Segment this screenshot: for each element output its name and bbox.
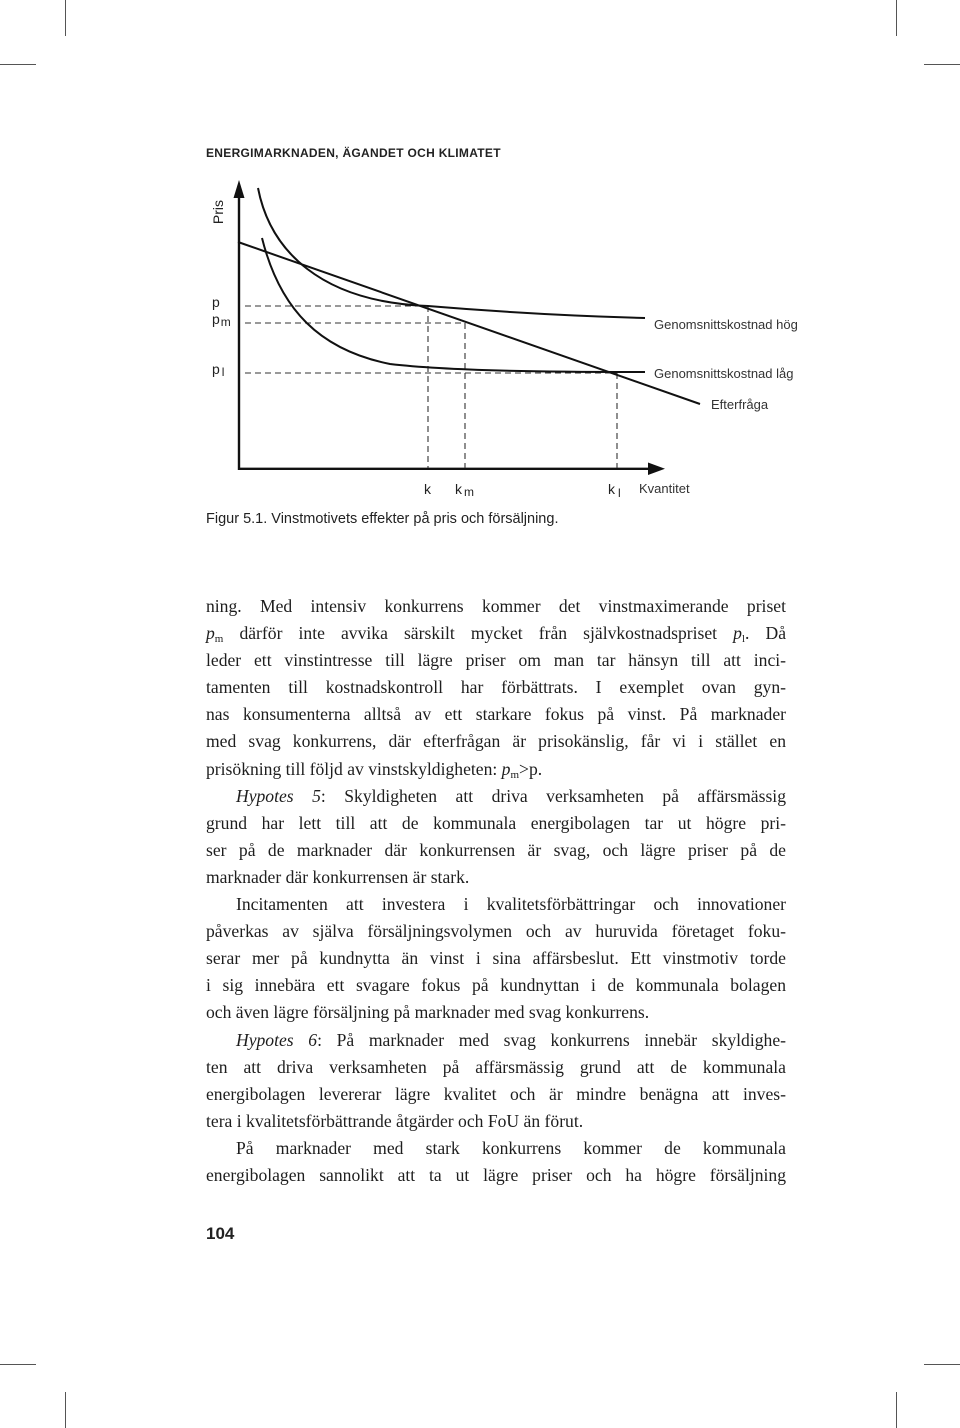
- quantity-label-kl-sub: l: [618, 486, 621, 500]
- crop-mark: [65, 1392, 66, 1428]
- text-line: ten att driva verksamheten på affärsmässig grund att de kommunala: [206, 1056, 786, 1077]
- quantity-label-k: k: [424, 481, 431, 497]
- text-line: leder ett vinstintresse till lägre priser om man tar hänsyn till att inci-: [206, 650, 786, 671]
- x-axis-label: Kvantitet: [639, 481, 690, 496]
- math-sub: m: [214, 633, 224, 646]
- text-line: med svag konkurrens, där efterfrågan är prisokänslig, får vi i stället en: [206, 731, 786, 752]
- y-axis-arrow: [234, 180, 245, 198]
- text-line: påverkas av själva försäljningsvolymen och av huruvida företaget foku-: [206, 921, 786, 942]
- crop-mark: [924, 1364, 960, 1365]
- text-line: ning. Med intensiv konkurrens kommer det vinstmaximerande priset: [206, 596, 786, 616]
- price-label-pl: [212, 361, 224, 379]
- text-line: och även lägre försäljning på marknader med svag konkurrens.: [206, 1002, 650, 1023]
- figure-caption: Figur 5.1. Vinstmotivets effekter på pris och försäljning.: [206, 511, 559, 527]
- text-span: : På marknader med svag konkurrens innebär skyldighe-: [317, 1029, 786, 1050]
- page-number: 104: [206, 1224, 235, 1243]
- quantity-label-kl-base: k: [608, 481, 615, 497]
- text-span: prisökning till följd av vinstskyldigheten:: [206, 758, 502, 779]
- text-line: På marknader med stark konkurrens kommer de kommunala: [236, 1137, 786, 1158]
- quantity-label-km-base: k: [455, 481, 462, 497]
- math-p: p: [501, 758, 511, 779]
- math-sub: m: [510, 768, 520, 781]
- crop-mark: [0, 1364, 36, 1365]
- text-span: . Då: [745, 623, 786, 644]
- hypothesis-label: Hypotes 5: [236, 785, 321, 806]
- x-axis-arrow: [648, 463, 665, 476]
- price-label-pl-sub: l: [221, 365, 225, 379]
- text-line: energibolagen sannolikt att ta ut lägre priser och ha högre försäljning: [206, 1164, 786, 1185]
- quantity-label-km-sub: m: [464, 485, 474, 499]
- quantity-label-km: [455, 481, 474, 499]
- text-line: marknader där konkurrensen är stark.: [206, 866, 470, 887]
- text-span: därför inte avvika särskilt mycket från självkostnadspriset: [223, 623, 734, 644]
- running-head: ENERGIMARKNADEN, ÄGANDET OCH KLIMATET: [206, 146, 501, 160]
- text-line: serar mer på kundnytta än vinst i sina affärsbeslut. Ett vinstmotiv torde: [206, 948, 786, 969]
- text-line: grund har lett till att de kommunala energibolagen tar ut högre pri-: [206, 812, 786, 833]
- text-line: i sig innebära ett svagare fokus på kundnyttan i de kommunala bolagen: [206, 975, 786, 996]
- axes: [238, 195, 652, 470]
- text-line: ser på de marknader där konkurrensen är svag, och lägre priser på de: [206, 839, 786, 860]
- math-p: p: [206, 623, 215, 644]
- price-label-pm-sub: m: [220, 315, 231, 329]
- price-label-pm-base: p: [212, 311, 220, 327]
- text-span: : Skyldigheten att driva verksamheten på affärsmässig: [320, 785, 786, 806]
- price-label-pm: [212, 311, 231, 329]
- curve-label-low-cost: Genomsnittskostnad låg: [654, 366, 794, 381]
- text-line: [206, 620, 786, 647]
- quantity-label-kl: [608, 481, 621, 500]
- curve-high-cost: [258, 188, 645, 318]
- text-line: [206, 756, 786, 783]
- curve-low-cost: [262, 238, 645, 372]
- text-span: >p.: [519, 758, 543, 779]
- text-line: [206, 783, 786, 810]
- hypothesis-label: Hypotes 6: [236, 1029, 318, 1050]
- math-p: p: [733, 623, 742, 644]
- price-label-p: p: [212, 294, 220, 310]
- text-line: [206, 1027, 786, 1054]
- curves: [238, 188, 700, 404]
- body-text: [206, 593, 786, 1189]
- text-line: nas konsumenterna alltså av ett starkare fokus på vinst. På marknader: [206, 704, 786, 725]
- text-line: tamenten till kostnadskontroll har förbättrats. I exemplet ovan gyn-: [206, 677, 786, 698]
- text-line: Incitamenten att investera i kvalitetsförbättringar och innovationer: [236, 894, 786, 915]
- guide-lines: [245, 306, 617, 468]
- curve-label-high-cost: Genomsnittskostnad hög: [654, 317, 798, 332]
- figure-price-quantity: [0, 0, 960, 540]
- y-axis-label: Pris: [210, 199, 226, 225]
- text-line: energibolagen levererar lägre kvalitet och är mindre benägna att inves-: [206, 1083, 786, 1104]
- text-line: tera i kvalitetsförbättrande åtgärder och FoU än förut.: [206, 1110, 584, 1131]
- price-label-pl-base: p: [212, 361, 220, 377]
- crop-mark: [896, 1392, 897, 1428]
- curve-label-demand: Efterfråga: [711, 397, 769, 412]
- math-sub: l: [741, 633, 745, 646]
